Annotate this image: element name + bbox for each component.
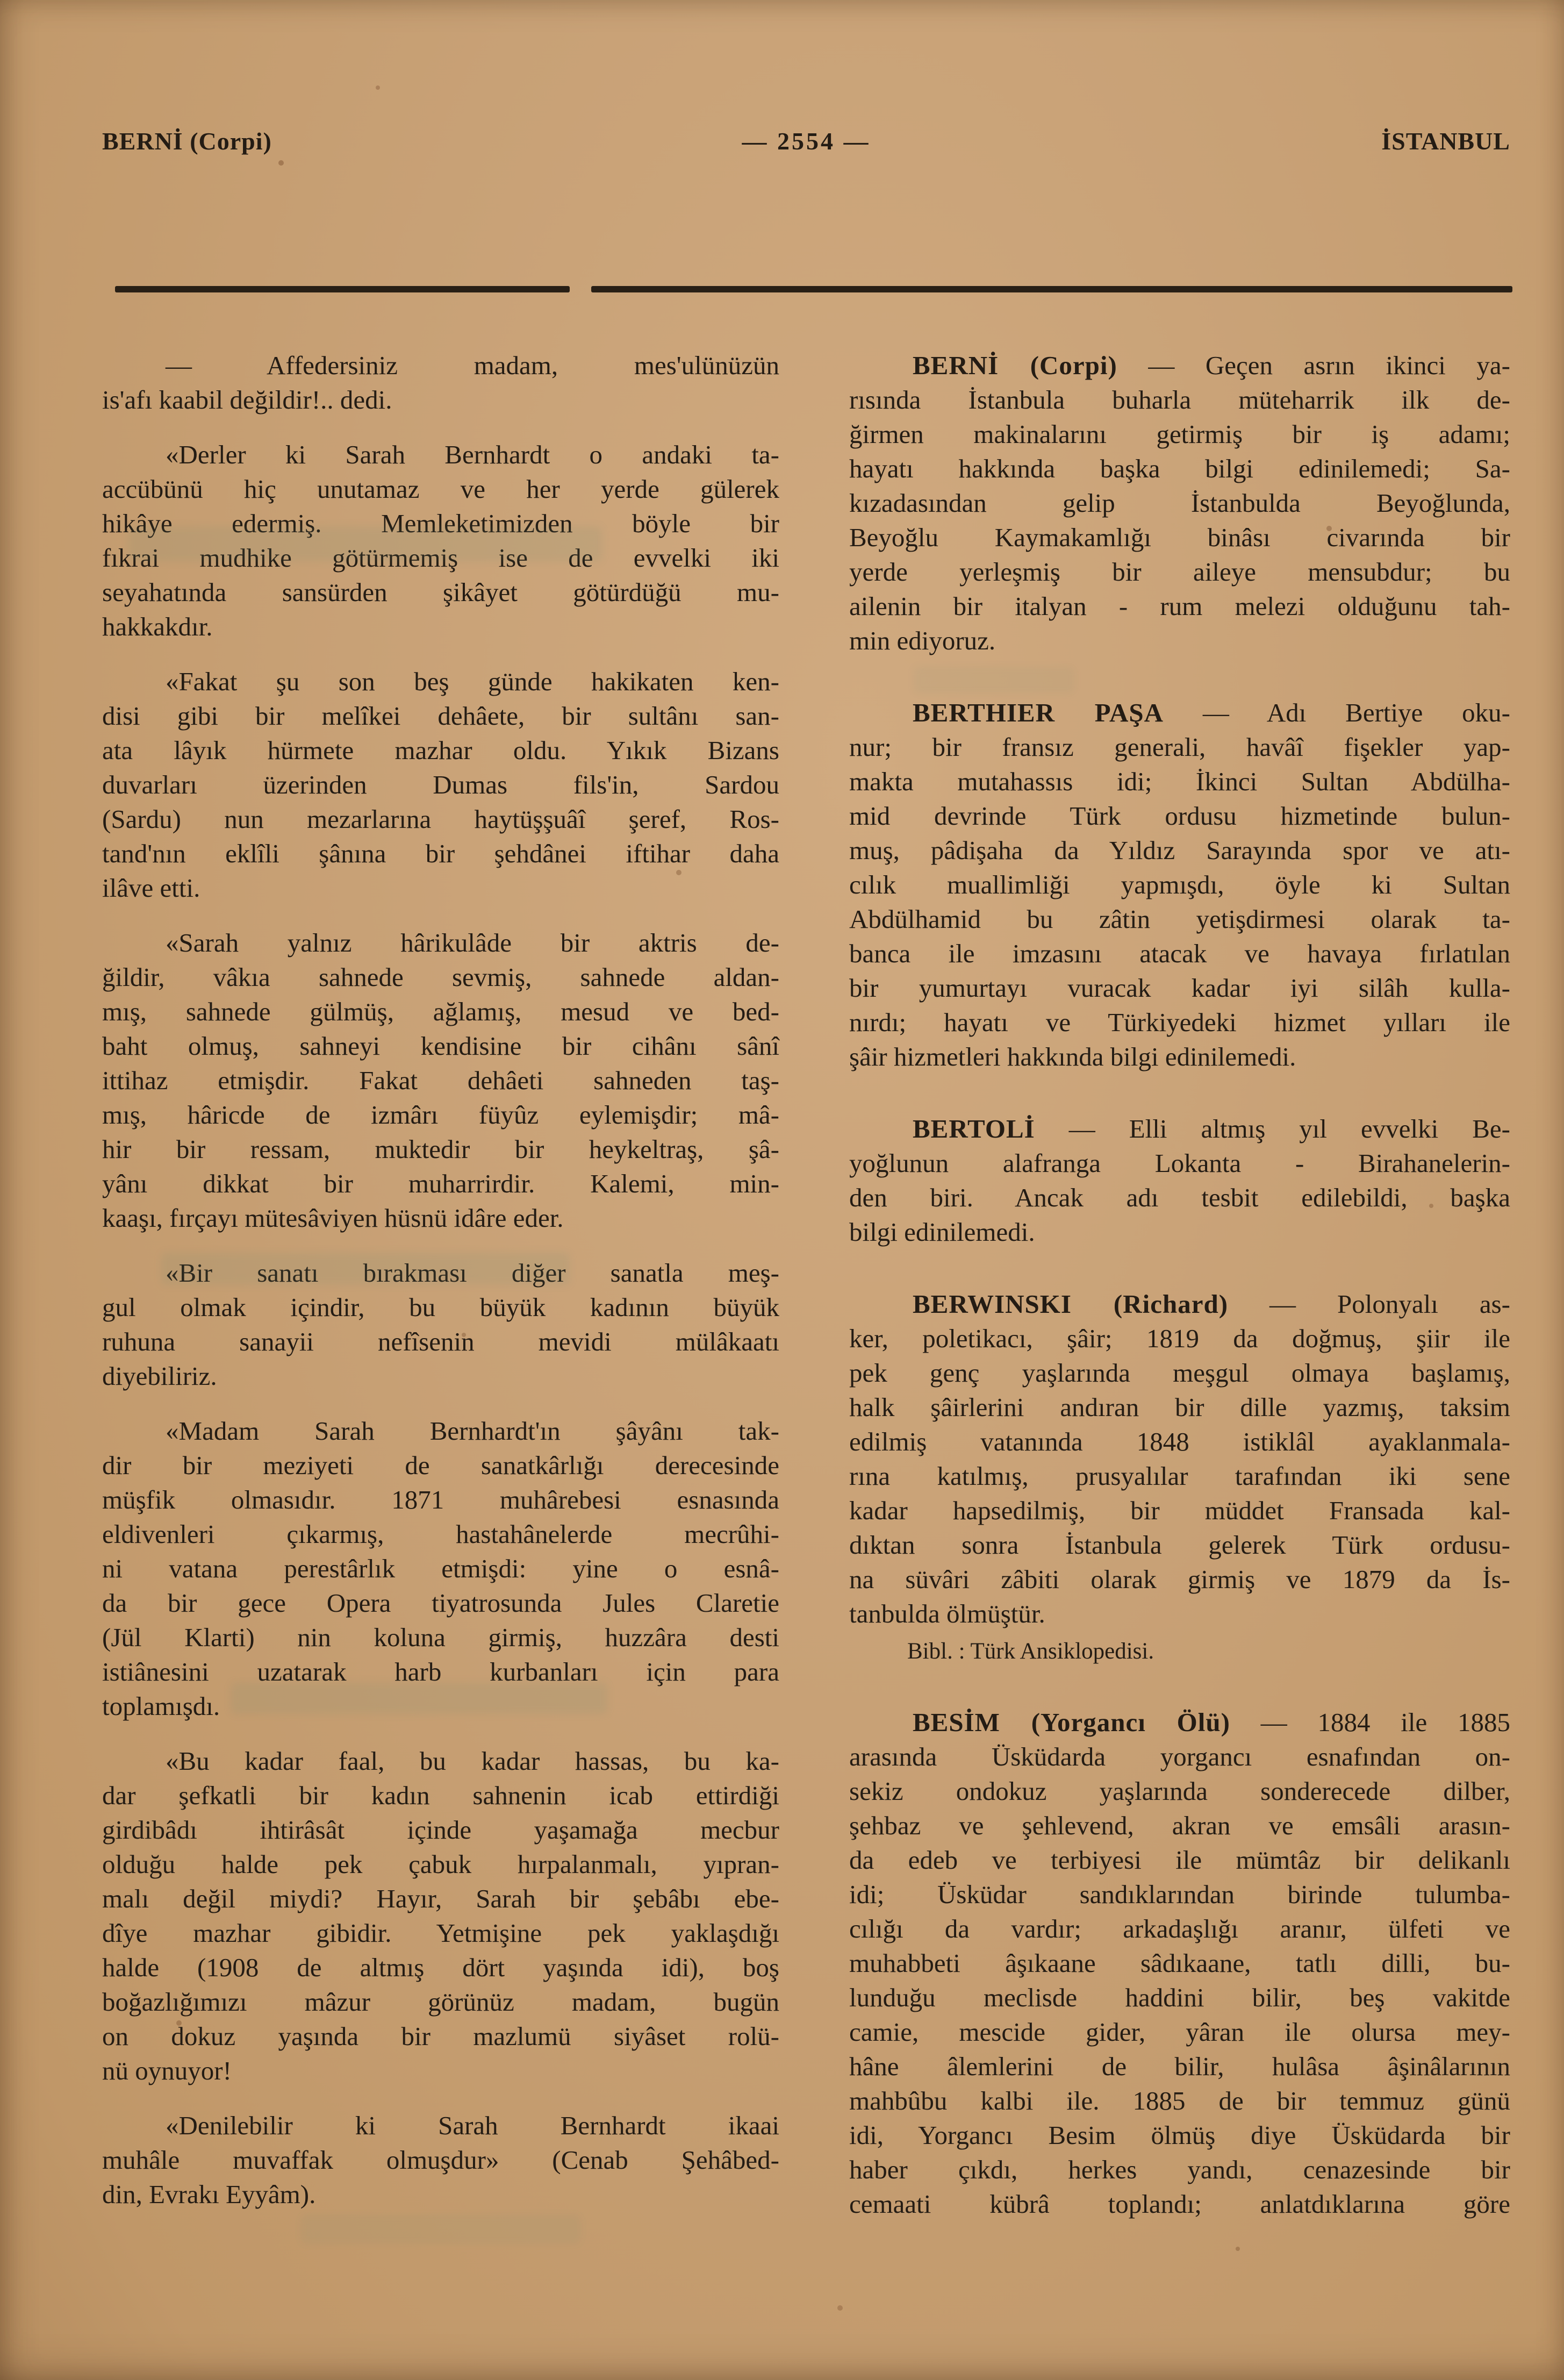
text-line: mış, sahnede gülmüş, ağlamış, mesud ve bed- xyxy=(102,997,779,1026)
text-line: mid devrinde Türk ordusu hizmetinde bulun- xyxy=(849,801,1510,831)
text-line: min ediyoruz. xyxy=(849,626,996,655)
page-number: — 2554 — xyxy=(742,127,871,155)
text-line: boğazlığımızı mâzur görünüz madam, bugün xyxy=(102,1987,779,2017)
paragraph xyxy=(102,438,779,644)
text-line: idi, Yorgancı Besim ölmüş diye Üsküdarda bir xyxy=(849,2120,1510,2150)
text-line: mış, hâricde de izmârı füyûz eylemişdir; mâ- xyxy=(102,1100,779,1130)
text-line: BERTHIER PAŞA — Adı Bertiye oku- xyxy=(913,698,1511,727)
text-line: tanbulda ölmüştür. xyxy=(849,1599,1045,1628)
text-line: accübünü hiç unutamaz ve her yerde gülerek xyxy=(102,474,779,504)
text-line: duvarları üzerinden Dumas fils'in, Sardou xyxy=(102,770,779,799)
dictionary-entry xyxy=(849,1112,1510,1249)
paper-foxing-specks xyxy=(0,0,3,3)
text-line: malı değil miydi? Hayır, Sarah bir şebâbı ebe- xyxy=(102,1884,779,1913)
text-line: Beyoğlu Kaymakamlığı binâsı civarında bir xyxy=(849,523,1510,552)
text-line: dir bir meziyeti de sanatkârlığı derecesinde xyxy=(102,1450,779,1480)
text-line: is'afı kaabil değildir!.. dedi. xyxy=(102,385,392,414)
entry-term: BERTOLİ xyxy=(913,1114,1035,1143)
text-line: na süvâri zâbiti olarak girmiş ve 1879 da İs- xyxy=(849,1564,1510,1594)
text-line: eldivenleri çıkarmış, hastahânelerde mecrûhi- xyxy=(102,1519,779,1549)
text-line: dıktan sonra İstanbula gelerek Türk ordusu- xyxy=(849,1530,1510,1560)
text-line: seyahatında sansürden şikâyet götürdüğü mu- xyxy=(102,577,779,607)
text-line: on dokuz yaşında bir mazlumü siyâset rolü- xyxy=(102,2021,779,2051)
text-line: arasında Üsküdarda yorgancı esnafından on- xyxy=(849,1742,1510,1771)
text-line: edilmiş vatanında 1848 istiklâl ayaklanmala- xyxy=(849,1427,1510,1456)
text-line: ilâve etti. xyxy=(102,873,200,903)
text-line: halk şâirlerini andıran bir dille yazmış, taksim xyxy=(849,1392,1510,1422)
running-head xyxy=(102,127,1510,155)
text-line: müşfik olmasıdır. 1871 muhârebesi esnasında xyxy=(102,1485,779,1514)
text-line: mahbûbu kalbi ile. 1885 de bir temmuz günü xyxy=(849,2086,1510,2115)
dictionary-entry xyxy=(849,1705,1510,2221)
running-head-right: İSTANBUL xyxy=(1381,127,1510,155)
text-line: şâir hizmetleri hakkında bilgi edinilemedi. xyxy=(849,1042,1296,1071)
text-line: sekiz ondokuz yaşlarında sonderecede dilber, xyxy=(849,1776,1510,1806)
text-line: «Sarah yalnız hârikulâde bir aktris de- xyxy=(166,928,779,957)
text-line: bir yumurtayı vuracak kadar iyi silâh kulla- xyxy=(849,973,1510,1003)
text-line: «Madam Sarah Bernhardt'ın şâyânı tak- xyxy=(166,1416,779,1446)
entry-term: BERWINSKI (Richard) xyxy=(913,1289,1229,1319)
text-line: yerde yerleşmiş bir aileye mensubdur; bu xyxy=(849,557,1510,587)
text-line: hayatı hakkında başka bilgi edinilemedi; Sa- xyxy=(849,454,1510,483)
text-line: BERNİ (Corpi) — Geçen asrın ikinci ya- xyxy=(913,351,1511,380)
text-line: «Bir sanatı bırakması diğer sanatla meş- xyxy=(166,1258,779,1288)
text-line: BERWINSKI (Richard) — Polonyalı as- xyxy=(913,1289,1510,1319)
text-line: dîye mazhar gibidir. Yetmişine pek yaklaşdığı xyxy=(102,1918,779,1948)
text-line: istiânesini uzatarak harb kurbanları için para xyxy=(102,1657,779,1686)
text-line: ailenin bir italyan - rum melezi olduğunu tah- xyxy=(849,591,1510,621)
text-line: ata lâyık hürmete mazhar oldu. Yıkık Bizans xyxy=(102,735,779,765)
text-line: yânı dikkat bir muharrirdir. Kalemi, min- xyxy=(102,1169,779,1198)
text-line: camie, mescide gider, yâran ile olursa mey- xyxy=(849,2017,1510,2047)
text-line: diyebiliriz. xyxy=(102,1361,217,1391)
header-rule-left-segment xyxy=(115,286,570,292)
entry-term: BERNİ (Corpi) xyxy=(913,351,1117,380)
text-line: bilgi edinilemedi. xyxy=(849,1217,1035,1247)
text-line: da bir gece Opera tiyatrosunda Jules Claretie xyxy=(102,1588,779,1618)
text-line: ni vatana perestârlık etmişdi: yine o esnâ- xyxy=(102,1554,779,1583)
text-line: muhâle muvaffak olmuşdur» (Cenab Şehâbed- xyxy=(102,2145,779,2175)
text-line: nü oynuyor! xyxy=(102,2056,232,2085)
text-line: da edeb ve terbiyesi ile mümtâz bir delikanlı xyxy=(849,1845,1510,1875)
text-line: rına katılmış, prusyalılar tarafından iki sene xyxy=(849,1461,1510,1491)
text-line: gul olmak içindir, bu büyük kadının büyük xyxy=(102,1292,779,1322)
dictionary-entry xyxy=(849,1287,1510,1668)
text-line: toplamışdı. xyxy=(102,1691,220,1721)
text-line: olduğu halde pek çabuk hırpalanmalı, yıpran- xyxy=(102,1849,779,1879)
text-line: tand'nın eklîli şânına bir şehdânei iftihar daha xyxy=(102,839,779,868)
text-line: lunduğu meclisde haddini bilir, beş vakitde xyxy=(849,1983,1510,2012)
running-head-left: BERNİ (Corpi) xyxy=(102,127,272,155)
header-rule-right-segment xyxy=(591,286,1512,292)
text-line: banca ile imzasını atacak ve havaya fırlatılan xyxy=(849,939,1510,968)
text-line: hir bir ressam, muktedir bir heykeltraş, şâ- xyxy=(102,1134,779,1164)
paragraph xyxy=(102,1744,779,2088)
text-line: hakkakdır. xyxy=(102,612,213,641)
text-line: dar şefkatli bir kadın sahnenin icab ettirdiği xyxy=(102,1781,779,1810)
paragraph xyxy=(102,1256,779,1393)
right-column xyxy=(849,348,1510,2221)
text-line: den biri. Ancak adı tesbit edilebildi, başka xyxy=(849,1183,1510,1212)
text-line: ruhuna sanayii nefîsenin mevidi mülâkaatı xyxy=(102,1327,779,1356)
paragraph xyxy=(102,348,779,417)
text-line: muhabbeti âşıkaane sâdıkaane, tatlı dilli, bu- xyxy=(849,1948,1510,1978)
text-line: «Derler ki Sarah Bernhardt o andaki ta- xyxy=(166,440,779,469)
text-line: cemaati kübrâ toplandı; anlatdıklarına göre xyxy=(849,2189,1510,2219)
dictionary-entry xyxy=(849,696,1510,1074)
bibliography-line: Bibl. : Türk Ansiklopedisi. xyxy=(907,1639,1154,1664)
text-line: — Affedersiniz madam, mes'ulünüzün xyxy=(166,351,779,380)
text-line: ğirmen makinalarını getirmiş bir iş adamı; xyxy=(849,419,1510,449)
text-line: ğildir, vâkıa sahnede sevmiş, sahnede aldan- xyxy=(102,962,779,992)
text-line: hikâye edermiş. Memleketimizden böyle bir xyxy=(102,509,779,538)
text-line: ker, poletikacı, şâir; 1819 da doğmuş, şiir ile xyxy=(849,1324,1510,1353)
text-line: pek genç yaşlarında meşgul olmaya başlamış, xyxy=(849,1358,1510,1388)
paragraph xyxy=(102,926,779,1235)
text-line: cılığı da vardır; arkadaşlığı aranır, ülfeti ve xyxy=(849,1914,1510,1943)
text-line: disi gibi bir melîkei dehâete, bir sultânı san- xyxy=(102,701,779,731)
text-line: rısında İstanbula buharla müteharrik ilk de- xyxy=(849,385,1510,414)
text-line: girdibâdı ihtirâsât içinde yaşamağa mecbur xyxy=(102,1815,779,1845)
dictionary-entry xyxy=(849,348,1510,658)
text-line: «Bu kadar faal, bu kadar hassas, bu ka- xyxy=(166,1746,779,1776)
text-line: şehbaz ve şehlevend, akran ve emsâli arasın- xyxy=(849,1811,1510,1840)
paragraph xyxy=(102,2109,779,2212)
text-line: cılık muallimliği yapmışdı, öyle ki Sultan xyxy=(849,870,1510,899)
text-line: fıkrai mudhike götürmemiş ise de evvelki iki xyxy=(102,543,779,573)
text-line: ittihaz etmişdir. Fakat dehâeti sahneden taş- xyxy=(102,1066,779,1095)
text-line: haber çıkdı, herkes yandı, cenazesinde bir xyxy=(849,2155,1510,2184)
text-line: (Jül Klarti) nin koluna girmiş, huzzâra desti xyxy=(102,1623,779,1652)
text-line: kaaşı, fırçayı mütesâviyen hüsnü idâre eder. xyxy=(102,1203,564,1233)
text-line: kızadasından gelip İstanbulda Beyoğlunda, xyxy=(849,488,1510,518)
text-line: Abdülhamid bu zâtin yetişdirmesi olarak ta- xyxy=(849,904,1510,934)
text-line: muş, pâdişaha da Yıldız Sarayında spor ve atı- xyxy=(849,835,1510,865)
text-line: BERTOLİ — Elli altmış yıl evvelki Be- xyxy=(913,1114,1510,1143)
entry-term: BESİM (Yorgancı Ölü) xyxy=(913,1707,1230,1737)
text-line: hâne âlemlerini de bilir, hulâsa âşinâlarının xyxy=(849,2052,1510,2081)
text-line: (Sardu) nun mezarlarına haytüşşuâî şeref, Ros- xyxy=(102,804,779,834)
paragraph xyxy=(102,1414,779,1724)
text-line: «Fakat şu son beş günde hakikaten ken- xyxy=(166,667,779,696)
left-column xyxy=(102,348,779,2221)
entry-term: BERTHIER PAŞA xyxy=(913,698,1164,727)
text-line: idi; Üsküdar sandıklarından birinde tulumba- xyxy=(849,1879,1510,1909)
text-line: kadar hapsedilmiş, bir müddet Fransada kal- xyxy=(849,1496,1510,1525)
text-line: makta mutahassıs idi; İkinci Sultan Abdülha- xyxy=(849,767,1510,796)
text-line: «Denilebilir ki Sarah Bernhardt ikaai xyxy=(166,2111,779,2140)
text-columns xyxy=(102,348,1510,2221)
text-line: nırdı; hayatı ve Türkiyedeki hizmet yılları ile xyxy=(849,1007,1510,1037)
text-line: halde (1908 de altmış dört yaşında idi), boş xyxy=(102,1953,779,1982)
text-line: din, Evrakı Eyyâm). xyxy=(102,2179,316,2209)
text-line: baht olmuş, sahneyi kendisine bir cihânı sânî xyxy=(102,1031,779,1061)
text-line: BESİM (Yorgancı Ölü) — 1884 ile 1885 xyxy=(913,1707,1510,1737)
text-line: nur; bir fransız generali, havâî fişekler yap- xyxy=(849,732,1510,762)
text-line: yoğlunun alafranga Lokanta - Birahanelerin- xyxy=(849,1148,1510,1178)
paragraph xyxy=(102,664,779,905)
